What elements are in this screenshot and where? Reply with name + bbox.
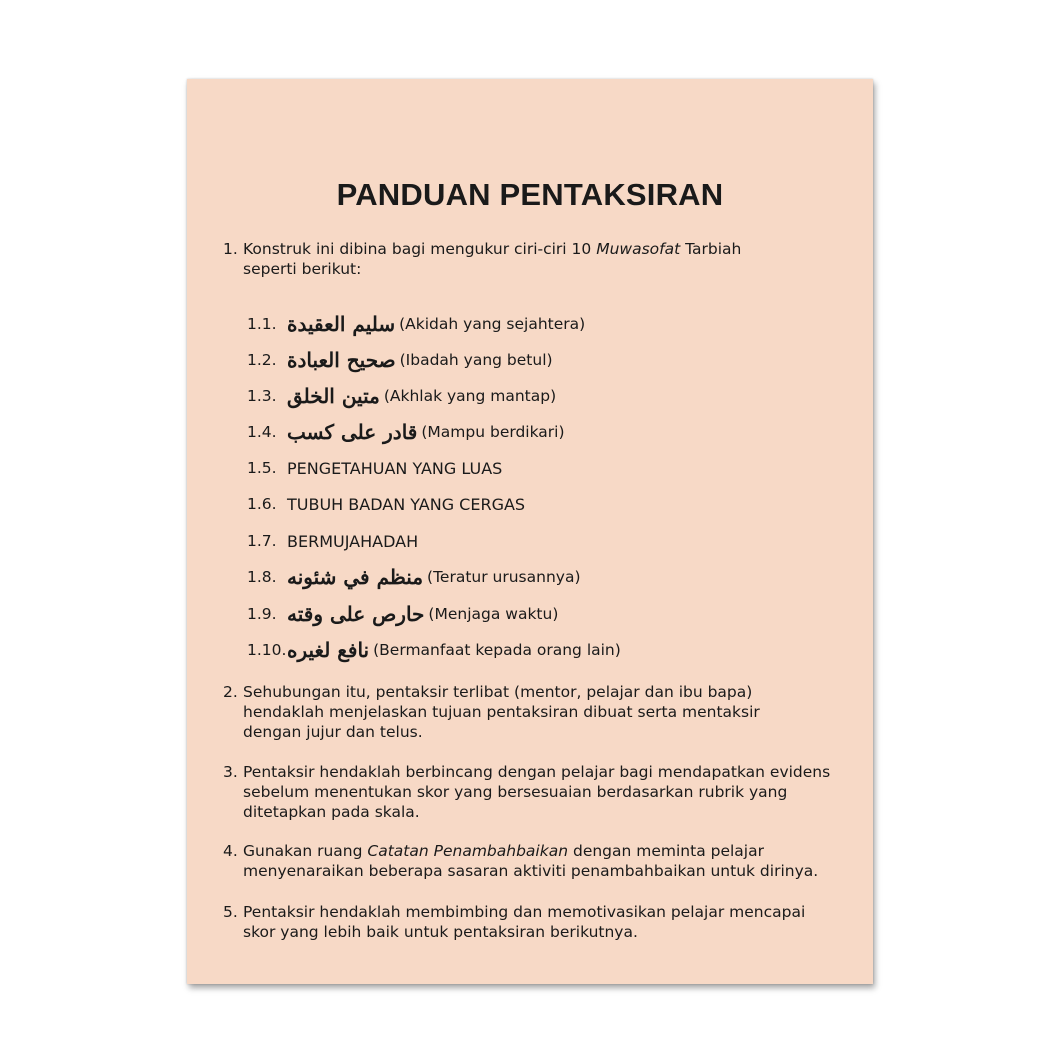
paragraph-body: [243, 239, 843, 279]
item-text: PENGETAHUAN YANG LUAS: [287, 458, 503, 478]
paragraph-line: [243, 841, 843, 861]
arabic-term: قادر على كسب: [287, 420, 418, 444]
list-item: [247, 526, 418, 556]
text-run: Konstruk ini dibina bagi mengukur ciri-ciri 10: [243, 240, 597, 258]
list-item: [247, 635, 621, 665]
arabic-term: صحيح العبادة: [287, 348, 396, 372]
paragraph-line: menyenaraikan beberapa sasaran aktiviti penambahbaikan untuk dirinya.: [243, 862, 819, 880]
arabic-term: متين الخلق: [287, 384, 380, 408]
list-item: [247, 309, 585, 339]
list-item: [247, 381, 556, 411]
italic-term: Catatan Penambahbaikan: [367, 842, 569, 860]
list-item: [247, 599, 558, 629]
item-number: 1.4.: [247, 423, 277, 441]
text-run: Tarbiah: [680, 240, 742, 258]
list-item: [247, 345, 553, 375]
paragraph-number: 1.: [223, 240, 238, 258]
item-text: (Ibadah yang betul): [399, 351, 553, 369]
item-number: 1.1.: [247, 315, 277, 333]
list-item: [247, 417, 565, 447]
item-text: (Akidah yang sejahtera): [399, 315, 586, 333]
paragraph-body: [243, 762, 843, 822]
arabic-term: منظم في شئونه: [287, 565, 424, 589]
arabic-term: سليم العقيدة: [287, 312, 396, 336]
item-number: 1.3.: [247, 387, 277, 405]
list-item: [247, 562, 581, 592]
document-page: [187, 79, 873, 984]
paragraph-line: Pentaksir hendaklah berbincang dengan pelajar bagi mendapatkan evidens: [243, 763, 831, 781]
item-text: TUBUH BADAN YANG CERGAS: [287, 494, 526, 514]
paragraph-line: sebelum menentukan skor yang bersesuaian berdasarkan rubrik yang: [243, 783, 788, 801]
paragraph-line: hendaklah menjelaskan tujuan pentaksiran dibuat serta mentaksir: [243, 703, 760, 721]
item-text: (Bermanfaat kepada orang lain): [373, 641, 621, 659]
item-text: BERMUJAHADAH: [287, 531, 419, 551]
page-title: PANDUAN PENTAKSIRAN: [336, 177, 724, 212]
paragraph-body: [243, 841, 843, 881]
paragraph-line: dengan jujur dan telus.: [243, 723, 423, 741]
list-item: [247, 489, 525, 519]
item-number: 1.5.: [247, 459, 277, 477]
paragraph-number: 5.: [223, 903, 238, 921]
arabic-term: حارص على وقته: [287, 602, 425, 626]
paragraph-line: ditetapkan pada skala.: [243, 803, 420, 821]
item-number: 1.2.: [247, 351, 277, 369]
text-run: Gunakan ruang: [243, 842, 368, 860]
text-run: dengan meminta pelajar: [568, 842, 764, 860]
paragraph-number: 4.: [223, 842, 238, 860]
item-text: (Menjaga waktu): [428, 605, 559, 623]
paragraph-line: [243, 239, 843, 259]
arabic-term: نافع لغيره: [287, 638, 370, 662]
paragraph-line: skor yang lebih baik untuk pentaksiran berikutnya.: [243, 923, 638, 941]
paragraph-body: [243, 682, 843, 742]
italic-term: Muwasofat: [596, 240, 681, 258]
item-text: (Akhlak yang mantap): [383, 387, 557, 405]
paragraph-number: 2.: [223, 683, 238, 701]
item-number: 1.10.: [247, 641, 287, 659]
item-number: 1.6.: [247, 495, 277, 513]
paragraph-line: seperti berikut:: [243, 260, 362, 278]
item-text: (Mampu berdikari): [421, 423, 565, 441]
paragraph-line: Sehubungan itu, pentaksir terlibat (mentor, pelajar dan ibu bapa): [243, 683, 753, 701]
paragraph-body: [243, 902, 843, 942]
item-number: 1.7.: [247, 532, 277, 550]
paragraph-number: 3.: [223, 763, 238, 781]
list-item: [247, 453, 502, 483]
item-number: 1.9.: [247, 605, 277, 623]
item-text: (Teratur urusannya): [427, 568, 581, 586]
item-number: 1.8.: [247, 568, 277, 586]
paragraph-line: Pentaksir hendaklah membimbing dan memotivasikan pelajar mencapai: [243, 903, 806, 921]
